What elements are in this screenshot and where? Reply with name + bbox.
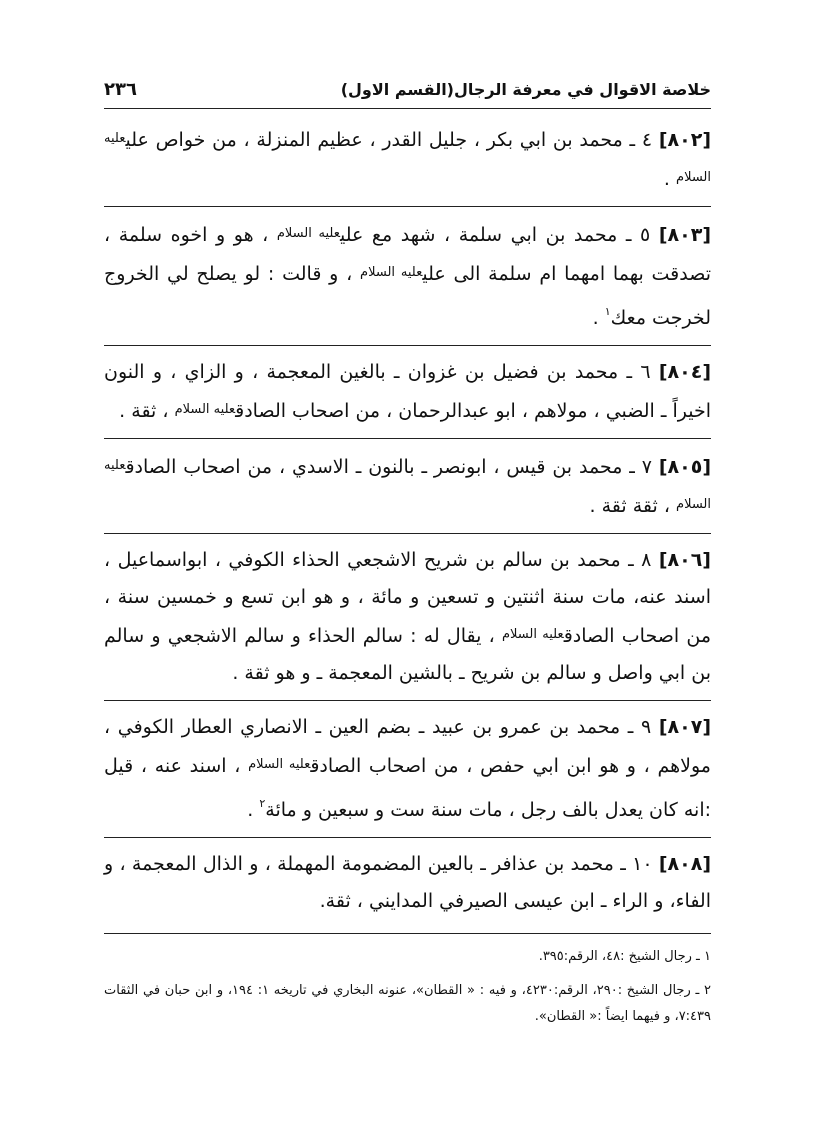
entry-number: [٨٠٢] — [658, 129, 712, 151]
page-header — [104, 74, 711, 104]
entry-text: . — [247, 799, 260, 821]
entry-text: ١٠ ـ محمد بن عذافر ـ بالعين المضمومة المهملة ، و الذال المعجمة ، و الفاء، و الراء ـ ابن عيسى الصيرفي المدايني ، ثقة. — [104, 853, 711, 912]
honorific-glyph: عليه السلام — [501, 627, 564, 642]
honorific-glyph: عليه السلام — [248, 757, 311, 772]
entry-separator — [104, 438, 711, 439]
page-number: ٢٣٦ — [104, 78, 137, 100]
entry-text: ٧ ـ محمد بن قيس ، ابونصر ـ بالنون ـ الاسدي ، من اصحاب الصادق — [125, 456, 659, 478]
entry-text: ٨ ـ محمد بن سالم بن شريح الاشجعي الحذاء الكوفي ، ابواسماعيل ، اسند عنه، مات سنة اثنتين و تسعين و مائة ، و هو ابن تسع و خمسين سنة ، من اصحاب الصادق — [104, 549, 711, 647]
footnote-rule — [104, 933, 711, 934]
entry-807 — [104, 709, 711, 829]
honorific-glyph: عليه السلام — [276, 226, 340, 241]
footnote-ref[interactable]: ٢ — [259, 797, 266, 810]
entry-number: [٨٠٧] — [658, 716, 711, 738]
entry-804 — [104, 354, 711, 430]
entry-text: ٤ ـ محمد بن ابي بكر ، جليل القدر ، عظيم المنزلة ، من خواص علي — [125, 129, 659, 151]
entry-separator — [104, 345, 711, 346]
entry-number: [٨٠٨] — [658, 853, 711, 875]
entry-text: ، ثقة ثقة . — [589, 495, 677, 517]
entry-805 — [104, 447, 711, 525]
entry-806 — [104, 542, 711, 692]
honorific-glyph: عليه السلام — [174, 402, 236, 417]
entry-text: ٥ ـ محمد بن ابي سلمة ، شهد مع علي — [339, 224, 659, 246]
honorific-glyph: عليه السلام — [360, 265, 423, 280]
entry-separator — [104, 206, 711, 207]
header-rule — [104, 108, 711, 109]
entry-number: [٨٠٦] — [658, 549, 711, 571]
entry-802 — [104, 120, 711, 198]
footnote-ref[interactable]: ١ — [604, 305, 611, 318]
entry-text: ، و قالت : لو يصلح لي الخروج لخرجت معك — [104, 263, 711, 329]
running-title: خلاصة الاقوال في معرفة الرجال(القسم الاول) — [340, 79, 711, 99]
entry-text: . — [663, 168, 677, 190]
entry-text: ، اسند عنه ، قيل :انه كان يعدل بالف رجل ، مات سنة ست و سبعين و مائة — [104, 755, 711, 821]
entry-text: ، ثقة . — [119, 400, 175, 422]
entry-text: ٦ ـ محمد بن فضيل بن غزوان ـ بالغين المعجمة ، و الزاي ، و النون اخيراً ـ الضبي ، مولاهم ، ابو عبدالرحمان ، من اصحاب الصادق — [104, 361, 711, 422]
footnotes — [104, 944, 711, 1038]
honorific-glyph: عليه السلام — [104, 458, 711, 512]
main-text — [104, 120, 711, 920]
entry-803 — [104, 215, 711, 337]
entry-separator — [104, 533, 711, 534]
entry-number: [٨٠٤] — [658, 361, 712, 383]
entry-text: ، هو و اخوه سلمة ، تصدقت بهما امهما ام سلمة الى علي — [104, 224, 711, 285]
footnote-1: ١ ـ رجال الشيخ :٤٨، الرقم:٣٩٥. — [538, 949, 711, 964]
entry-text: ٩ ـ محمد بن عمرو بن عبيد ـ بضم العين ـ الانصاري العطار الكوفي ، مولاهم ، و هو ابن ابي حفص ، من اصحاب الصادق — [104, 716, 711, 777]
honorific-glyph: عليه السلام — [104, 131, 711, 185]
entry-text: ، يقال له : سالم الحذاء و سالم الاشجعي و سالم بن ابي واصل و سالم بن شريح ـ بالشين المعجمة ـ و هو ثقة . — [104, 625, 711, 684]
entry-separator — [104, 837, 711, 838]
entry-separator — [104, 700, 711, 701]
entry-number: [٨٠٥] — [658, 456, 711, 478]
entry-text: . — [592, 307, 605, 329]
entry-808 — [104, 846, 711, 920]
entry-number: [٨٠٣] — [658, 224, 712, 246]
footnote-2: ٢ ـ رجال الشيخ :٢٩٠، الرقم:٤٢٣٠، و فيه : « القطان»، عنونه البخاري في تاريخه ١: ١٩٤، و ابن حبان في الثقات ٧:٤٣٩، و فيهما ايضاً :« القطان». — [104, 983, 711, 1024]
